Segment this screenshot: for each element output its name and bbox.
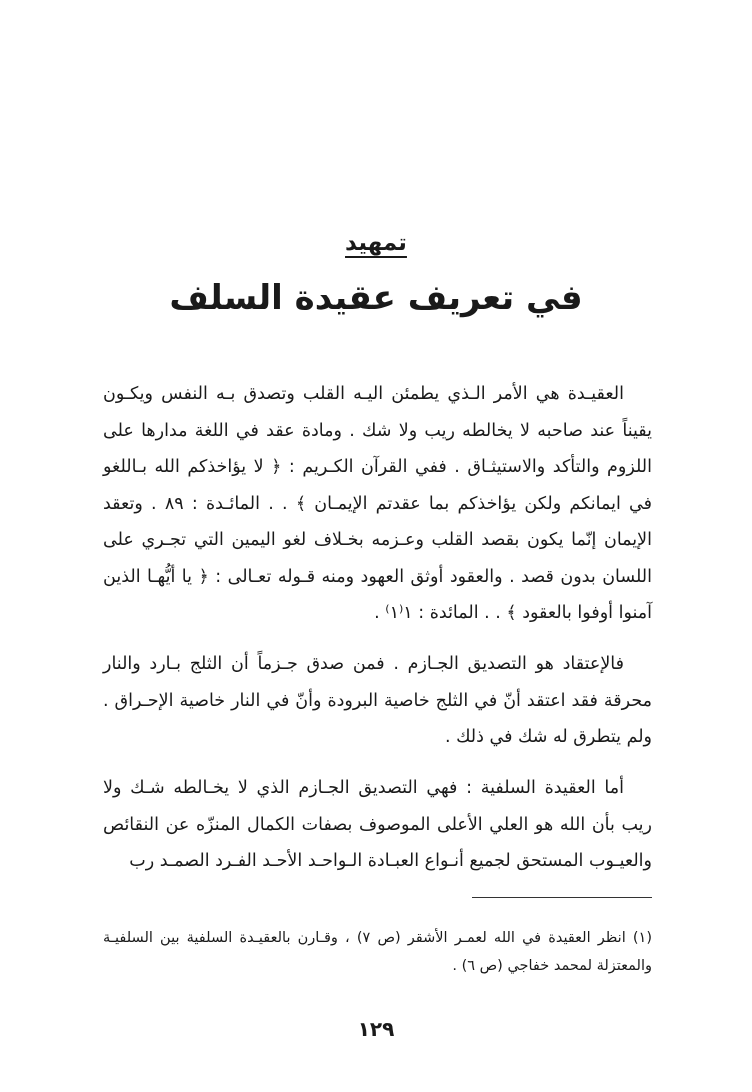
paragraph-definition: العقيـدة هي الأمر الـذي يطمئن اليـه القلب وتصدق بـه النفس ويكـون يقيناً عند صاحبه لا يخالطه ريب ولا شك . ومادة عقد في اللغة مدارها على اللزوم والتأكد والاستيثـاق . ففي القرآن الكـريم : ﴿ لا يؤاخذكم الله بـاللغو في ايمانكم ولكن يؤاخذكم بما عقدتم الإيمـان ﴾ . . المائـدة : ٨٩ . وتعقد الإيمان إنّما يكون بقصد القلب وعـزمه بخـلاف لغو اليمين التي تجـري على اللسان بدون قصد . والعقود أوثق العهود ومنه قـوله تعـالى : ﴿ يا أيُّهـا الذين آمنوا أوفوا بالعقود ﴾ . . المائدة : ١⁽١⁾ . — [103, 384, 652, 623]
section-title: في تعريف عقيدة السلف — [169, 278, 583, 318]
paragraph-belief: فالإعتقاد هو التصديق الجـازم . فمن صدق جـزماً أن الثلج بـارد والنار محرقة فقد اعتقد أنّ في الثلج خاصية البرودة وأنّ في النار خاصية الإحـراق . ولم يتطرق له شك في ذلك . — [103, 654, 652, 747]
paragraph-salafi-creed: أما العقيدة السلفية : فهي التصديق الجـازم الذي لا يخـالطه شـك ولا ريب بأن الله هو العلي الأعلى الموصوف بصفات الكمال المنزّه عن النقائص والعيـوب المستحق لجميع أنـواع العبـادة الـواحـد الأحـد الفـرد الصمـد رب — [103, 778, 652, 871]
footnote: (١) انظر العقيدة في الله لعمـر الأشقر (ص ٧) ، وقـارن بالعقيـدة السلفية بين السلفيـة والمعتزلة لمحمد خفاجي (ص ٦) . — [103, 930, 652, 974]
footnote-divider — [472, 897, 652, 898]
section-subtitle: تمهيد — [345, 230, 407, 256]
page-number: ١٢٩ — [357, 1017, 395, 1041]
